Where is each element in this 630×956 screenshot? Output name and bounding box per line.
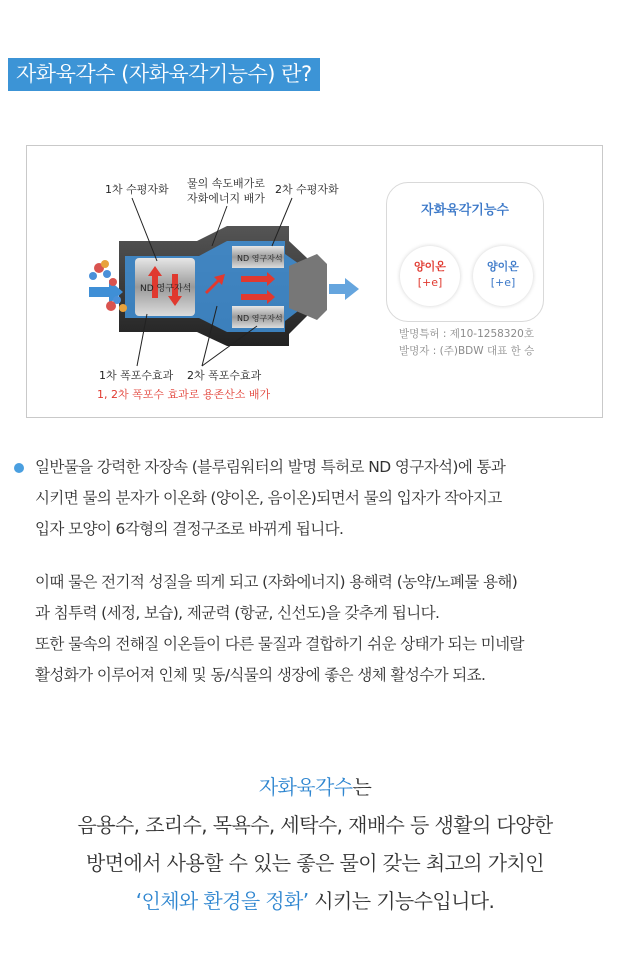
label-horizontal-1: 1차 수평자화 (105, 183, 169, 196)
label-vortex-1: 1차 폭포수효과 (99, 369, 174, 382)
paragraph-2-line: 과 침투력 (세정, 보습), 제균력 (항균, 신선도)을 갖추게 됩니다. (35, 604, 440, 622)
paragraph-2-line: 활성화가 이루어져 인체 및 동/식물의 생장에 좋은 생체 활성수가 되죠. (35, 666, 486, 684)
bullet-dot (14, 463, 24, 473)
inventor: 발명자 : (주)BDW 대표 한 승 (399, 345, 535, 357)
paragraph-2-line: 이때 물은 전기적 성질을 띄게 되고 (자화에너지) 용해력 (농약/노폐물 용해) (35, 573, 518, 591)
label-vortex-2: 2차 폭포수효과 (187, 369, 262, 382)
paragraph-1 (35, 452, 615, 545)
figure-caption: 1, 2차 폭포수 효과로 용존산소 배가 (97, 388, 271, 401)
summary-line-1 (0, 768, 630, 806)
paragraph-1-line: 시키면 물의 분자가 이온화 (양이온, 음이온)되면서 물의 입자가 작아지고 (35, 489, 502, 507)
label-core-lower: ND 영구자석 (237, 314, 283, 323)
summary-line-3: 방면에서 사용할 수 있는 좋은 물이 갖는 최고의 가치인 (86, 851, 544, 875)
label-core-upper: ND 영구자석 (237, 254, 283, 263)
summary-block (0, 768, 630, 920)
page-title: 자화육각수 (자화육각기능수) 란? (8, 58, 320, 91)
summary-line-2: 음용수, 조리수, 목욕수, 세탁수, 재배수 등 생활의 다양한 (77, 813, 553, 837)
ion-left-sign: [+e] (417, 276, 443, 289)
summary-highlight-2: ‘인체와 환경을 정화’ (135, 889, 309, 913)
ion-left (400, 246, 460, 306)
paragraph-1-line: 일반물을 강력한 자장속 (블루림워터의 발명 특허로 ND 영구자석)에 통과 (35, 458, 506, 476)
ion-right-name: 양이온 (487, 260, 519, 273)
ion-right-sign: [+e] (490, 276, 516, 289)
ion-left-name: 양이온 (414, 260, 446, 273)
ion-right (473, 246, 533, 306)
device-diagram-figure (26, 145, 603, 418)
label-horizontal-2: 2차 수평자화 (275, 183, 339, 196)
paragraph-2 (35, 567, 615, 691)
summary-highlight-1: 자화육각수 (258, 775, 353, 799)
summary-line-4-rest: 시키는 기능수입니다. (308, 889, 495, 913)
paragraph-2-line: 또한 물속의 전해질 이온들이 다른 물질과 결합하기 쉬운 상태가 되는 미네랄 (35, 635, 524, 653)
label-speed-line1: 물의 속도배가로 (187, 177, 265, 190)
patent-number: 발명특허 : 제10-1258320호 (399, 328, 534, 340)
paragraph-1-line: 입자 모양이 6각형의 결정구조로 바뀌게 됩니다. (35, 520, 344, 538)
summary-line-4 (0, 882, 630, 920)
label-speed-line2: 자화에너지 배가 (187, 192, 265, 205)
summary-line-1-rest: 는 (352, 775, 372, 799)
label-core-main: ND 영구자석 (140, 284, 192, 294)
function-card-title: 자화육각기능수 (421, 203, 509, 218)
